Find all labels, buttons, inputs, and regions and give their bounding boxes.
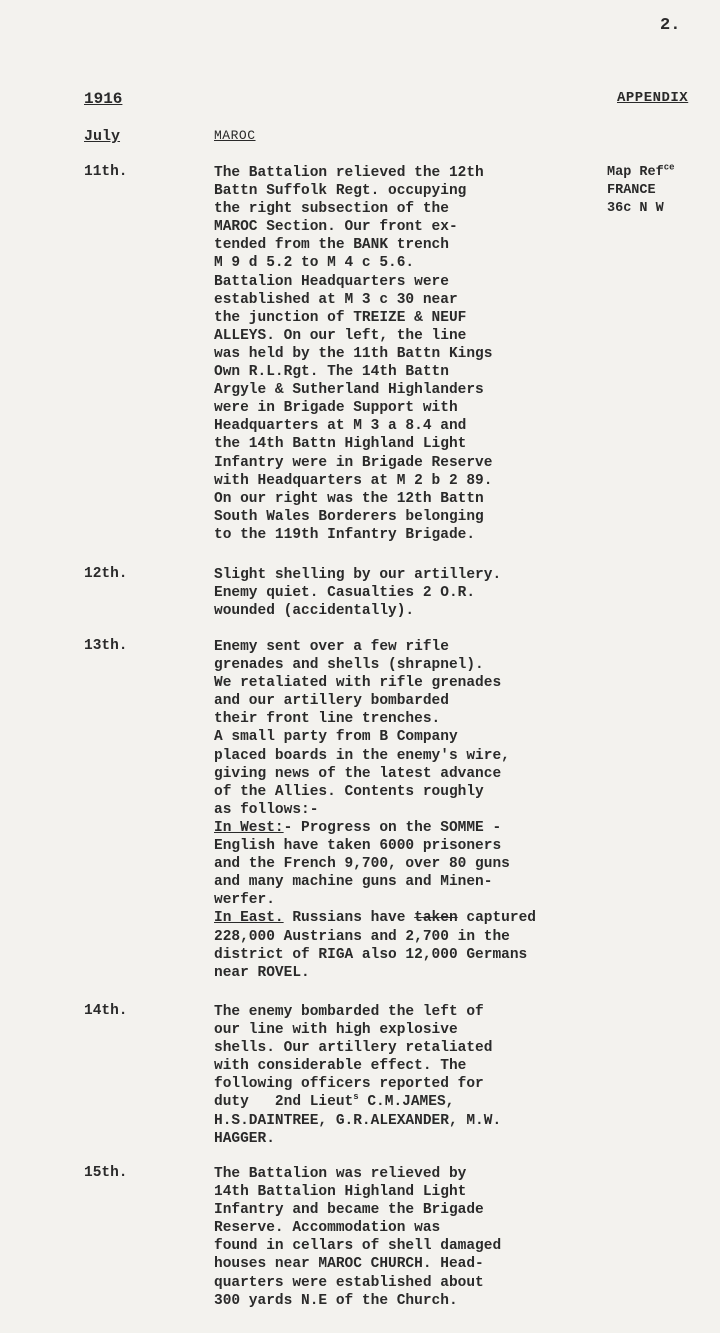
entry-line: Infantry and became the Brigade (214, 1202, 484, 1219)
entry-line: with Headquarters at M 2 b 2 89. (214, 472, 493, 489)
entry-body (214, 1165, 624, 1310)
entry-line: their front line trenches. (214, 711, 441, 728)
entry-line: our line with high explosive (214, 1022, 458, 1039)
entry-line: 228,000 Austrians and 2,700 in the (214, 928, 510, 945)
entry-line: the junction of TREIZE & NEUF (214, 309, 467, 326)
entry-line: were in Brigade Support with (214, 400, 458, 417)
entry-line: and many machine guns and Minen- (214, 874, 493, 891)
page-number: 2. (660, 16, 681, 35)
entry-line: 14th Battalion Highland Light (214, 1184, 467, 1201)
entry-line: The enemy bombarded the left of (214, 1004, 484, 1020)
entry-date: 11th. (84, 164, 128, 180)
entry-line: wounded (accidentally). (214, 603, 415, 620)
entry-line: grenades and shells (shrapnel). (214, 657, 484, 674)
duty-names: C.M.JAMES, (358, 1094, 455, 1111)
place-heading: MAROC (214, 128, 256, 143)
entry-date: 14th. (84, 1003, 128, 1019)
entry-line-west (214, 819, 624, 837)
entry-line: the right subsection of the (214, 201, 449, 218)
entry-line: MAROC Section. Our front ex- (214, 219, 458, 236)
entry-date: 15th. (84, 1165, 128, 1181)
entry-line: following officers reported for (214, 1076, 484, 1093)
east-text-end: captured (457, 910, 536, 927)
entry-line: English have taken 6000 prisoners (214, 838, 502, 855)
entry-date: 12th. (84, 566, 128, 582)
map-ref-sheet: 36c N W (607, 201, 664, 216)
entry-line: HAGGER. (214, 1130, 275, 1147)
east-text: Russians have (283, 910, 415, 927)
entry-line: Slight shelling by our artillery. (214, 567, 502, 583)
year-heading: 1916 (84, 90, 123, 108)
entry-line: shells. Our artillery retaliated (214, 1040, 493, 1057)
entry-line: and the French 9,700, over 80 guns (214, 856, 510, 873)
entry-line: werfer. (214, 892, 275, 909)
entry-line: 300 yards N.E of the Church. (214, 1292, 458, 1309)
west-text: - Progress on the SOMME - (283, 819, 502, 836)
map-ref-sup: ce (663, 162, 675, 173)
entry-line: near ROVEL. (214, 964, 310, 981)
entry-date: 13th. (84, 638, 128, 654)
entry-line: quarters were established about (214, 1274, 484, 1291)
entry-line: We retaliated with rifle grenades (214, 675, 502, 692)
entry-line: as follows:- (214, 801, 319, 818)
entry-line: giving news of the latest advance (214, 765, 502, 782)
entry-line: Own R.L.Rgt. The 14th Battn (214, 364, 449, 381)
entry-line: district of RIGA also 12,000 Germans (214, 946, 528, 963)
entry-body (214, 638, 624, 982)
map-ref-country: FRANCE (607, 183, 656, 198)
entry-line: the 14th Battn Highland Light (214, 436, 467, 453)
entry-line: Battalion Headquarters were (214, 273, 449, 290)
entry-line: houses near MAROC CHURCH. Head- (214, 1256, 484, 1273)
entry-line: The Battalion was relieved by (214, 1166, 467, 1182)
entry-line: tended from the BANK trench (214, 237, 449, 254)
duty-text: duty 2nd Lieut (214, 1094, 354, 1111)
entry-line: placed boards in the enemy's wire, (214, 747, 510, 764)
entry-line: Enemy quiet. Casualties 2 O.R. (214, 585, 476, 602)
entry-line: South Wales Borderers belonging (214, 508, 484, 525)
entry-body (214, 164, 624, 544)
entry-line: On our right was the 12th Battn (214, 490, 484, 507)
entry-line: Enemy sent over a few rifle (214, 639, 449, 655)
entry-line-duty (214, 1093, 624, 1111)
entry-line: The Battalion relieved the 12th (214, 165, 484, 181)
appendix-heading: APPENDIX (617, 90, 689, 106)
entry-line: was held by the 11th Battn Kings (214, 345, 493, 362)
entry-line: M 9 d 5.2 to M 4 c 5.6. (214, 255, 415, 272)
entry-line: found in cellars of shell damaged (214, 1238, 502, 1255)
entry-line: Argyle & Sutherland Highlanders (214, 382, 484, 399)
east-label: In East. (214, 910, 284, 927)
entry-line: Battn Suffolk Regt. occupying (214, 183, 467, 200)
entry-line: to the 119th Infantry Brigade. (214, 526, 476, 543)
entry-line: and our artillery bombarded (214, 693, 449, 710)
entry-line: Infantry were in Brigade Reserve (214, 454, 493, 471)
entry-line: A small party from B Company (214, 729, 458, 746)
entry-line: Reserve. Accommodation was (214, 1220, 441, 1237)
entry-line: of the Allies. Contents roughly (214, 783, 484, 800)
west-label: In West: (214, 819, 284, 836)
duty-sup: s (353, 1092, 359, 1103)
entry-line: H.S.DAINTREE, G.R.ALEXANDER, M.W. (214, 1112, 502, 1129)
map-ref-label: Map Ref (607, 165, 664, 180)
entry-body (214, 1003, 624, 1148)
month-heading: July (84, 128, 121, 145)
entry-line: with considerable effect. The (214, 1058, 467, 1075)
entry-body (214, 566, 624, 620)
entry-line: Headquarters at M 3 a 8.4 and (214, 418, 467, 435)
entry-line-east (214, 909, 624, 927)
entry-line: ALLEYS. On our left, the line (214, 327, 467, 344)
entry-line: established at M 3 c 30 near (214, 291, 458, 308)
struck-word: taken (414, 910, 458, 927)
